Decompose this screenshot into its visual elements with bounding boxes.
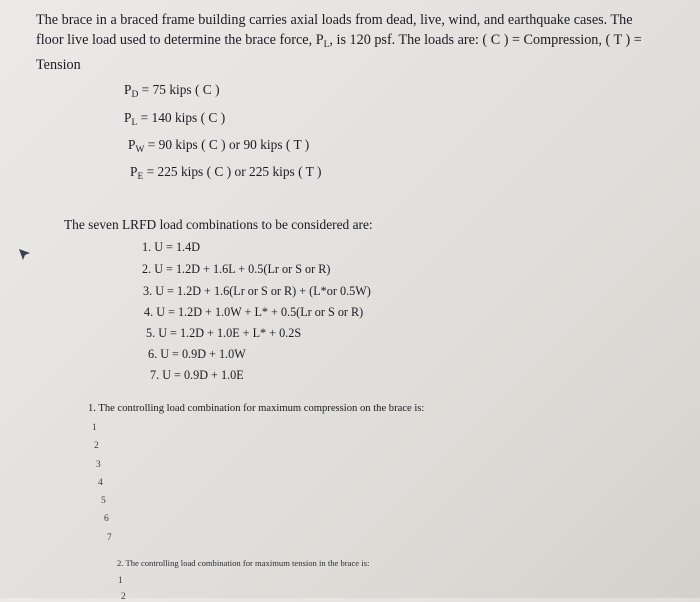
combination-1: 1. U = 1.4D (142, 240, 200, 254)
question-1-option[interactable]: 4 (98, 478, 103, 488)
question-1-option[interactable]: 5 (101, 496, 106, 506)
load-value: = 225 kips ( C ) or 225 kips ( T ) (143, 164, 322, 179)
load-symbol: P (124, 82, 132, 97)
question-1-option[interactable]: 2 (94, 441, 99, 451)
load-subscript: D (131, 90, 139, 100)
combination-3: 3. U = 1.2D + 1.6(Lr or S or R) + (L*or 0.5W) (143, 284, 371, 298)
question-1-option[interactable]: 7 (107, 533, 112, 543)
question-1-option[interactable]: 6 (104, 514, 109, 524)
load-subscript: E (137, 172, 144, 182)
intro-line-2-text: floor live load used to determine the brace force, P (36, 32, 324, 48)
question-2-option[interactable]: 2 (121, 592, 126, 602)
load-dead (124, 82, 220, 100)
load-value: = 140 kips ( C ) (137, 110, 226, 125)
load-symbol: P (124, 110, 132, 125)
load-value: = 75 kips ( C ) (138, 82, 220, 97)
load-live (124, 110, 225, 128)
intro-line-2-text-end: , is 120 psf. The loads are: ( C ) = Compression, ( T ) = (329, 32, 642, 48)
combination-5: 5. U = 1.2D + 1.0E + L* + 0.2S (146, 326, 302, 340)
combinations-heading: The seven LRFD load combinations to be considered are: (64, 217, 373, 232)
combination-4: 4. U = 1.2D + 1.0W + L* + 0.5(Lr or S or R) (144, 305, 364, 319)
question-1-prompt: 1. The controlling load combination for maximum compression on the brace is: (88, 403, 425, 414)
intro-line-1: The brace in a braced frame building carries axial loads from dead, live, wind, and earthquake cases. The (36, 12, 633, 28)
load-value: = 90 kips ( C ) or 90 kips ( T ) (144, 137, 310, 152)
question-1-option[interactable]: 3 (96, 460, 101, 470)
load-wind (128, 137, 309, 155)
intro-line-2 (36, 30, 676, 55)
combination-7: 7. U = 0.9D + 1.0E (150, 368, 244, 382)
load-symbol: P (128, 137, 136, 152)
load-earthquake (130, 164, 321, 182)
load-subscript: W (135, 145, 145, 155)
intro-line-2-subscript: L (323, 40, 330, 50)
combination-2: 2. U = 1.2D + 1.6L + 0.5(Lr or S or R) (142, 262, 331, 276)
combination-6: 6. U = 0.9D + 1.0W (148, 347, 246, 361)
question-2-prompt: 2. The controlling load combination for maximum tension in the brace is: (117, 558, 370, 568)
intro-line-3: Tension (36, 57, 81, 73)
question-2-option[interactable]: 1 (118, 576, 123, 586)
question-1-option[interactable]: 1 (92, 423, 97, 433)
pointer-cursor-icon (18, 248, 32, 262)
load-subscript: L (131, 118, 138, 128)
problem-statement (36, 10, 676, 75)
load-symbol: P (130, 164, 138, 179)
